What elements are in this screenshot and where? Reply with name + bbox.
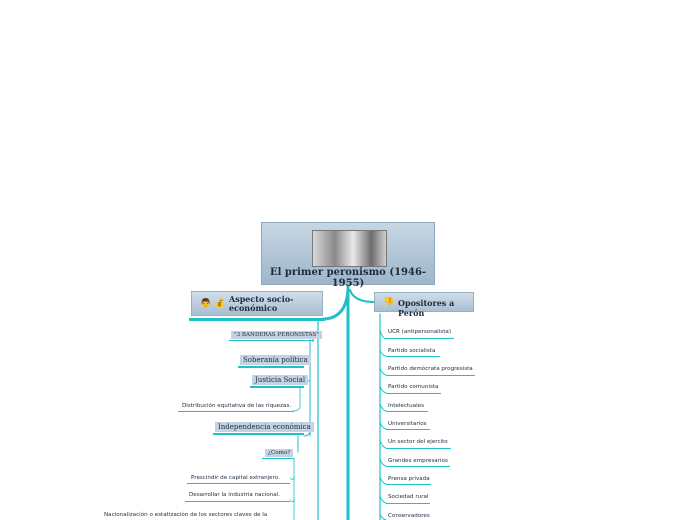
underline xyxy=(386,393,441,394)
underline xyxy=(386,448,451,449)
subtopic-justicia[interactable]: Justicia Social xyxy=(252,375,308,385)
underline xyxy=(386,429,430,430)
underline xyxy=(386,503,430,504)
leaf-ucr[interactable]: UCR (antipersonalista) xyxy=(388,329,451,335)
leaf-sociedad-rural[interactable]: Sociedad rural xyxy=(388,494,429,500)
leaf-conservadores[interactable]: Conservadores xyxy=(388,513,430,519)
underline xyxy=(386,411,428,412)
topic-aspecto-socio-economico[interactable] xyxy=(191,291,323,316)
leaf-intelectuales[interactable]: Intelectuales xyxy=(388,403,424,409)
underline xyxy=(229,340,314,341)
leaf-universitarios[interactable]: Universitarios xyxy=(388,421,427,427)
thumbs-down-icon: 👎 xyxy=(383,298,395,308)
topic-opositores-a-peron[interactable] xyxy=(374,292,474,318)
underline xyxy=(386,466,450,467)
leaf-distribucion[interactable]: Distribución equitativa de las riquezas. xyxy=(182,403,292,409)
leaf-partido-socialista[interactable]: Partido socialista xyxy=(388,348,436,354)
subtopic-independencia[interactable]: Independencia económica xyxy=(215,422,314,432)
leaf-desarrollar[interactable]: Desarrollar la industria nacional. xyxy=(189,492,280,498)
person-face-icon: 👨 xyxy=(200,299,212,309)
leaf-grandes-empresarios[interactable]: Grandes empresarios xyxy=(388,458,448,464)
underline xyxy=(178,411,294,412)
underline xyxy=(386,338,454,339)
underline xyxy=(185,501,290,502)
central-title: El primer peronismo (1946-1955) xyxy=(269,267,427,289)
subtopic-banderas[interactable]: "3 BANDERAS PERONISTAS" xyxy=(231,331,322,339)
underline xyxy=(187,483,290,484)
subtopic-como[interactable]: ¿Como? xyxy=(265,449,293,457)
leaf-nacionalizacion[interactable]: Nacionalización o estatización de los sectores claves de la xyxy=(104,512,268,518)
underline xyxy=(238,366,304,368)
leaf-partido-democrata[interactable]: Partido demócrata progresista xyxy=(388,366,473,372)
underline xyxy=(262,458,294,459)
central-topic[interactable] xyxy=(261,222,435,289)
leaf-ejercito[interactable]: Un sector del ejercito xyxy=(388,439,448,445)
leaf-prensa-privada[interactable]: Prensa privada xyxy=(388,476,430,482)
topic-title: Opositores a Perón xyxy=(398,298,455,318)
leaf-prescindir[interactable]: Prescindir de capital extranjero. xyxy=(191,475,280,481)
underline xyxy=(189,318,325,321)
topic-title: Aspecto socio-económico xyxy=(229,294,294,313)
money-bag-icon: 💰 xyxy=(214,299,226,309)
leaf-partido-comunista[interactable]: Partido comunista xyxy=(388,384,439,390)
underline xyxy=(386,356,440,357)
subtopic-soberania[interactable]: Soberanía política xyxy=(240,355,311,365)
underline xyxy=(250,386,304,388)
peron-photo-icon xyxy=(312,230,387,267)
underline xyxy=(213,433,304,435)
underline xyxy=(386,375,475,376)
underline xyxy=(386,484,431,485)
